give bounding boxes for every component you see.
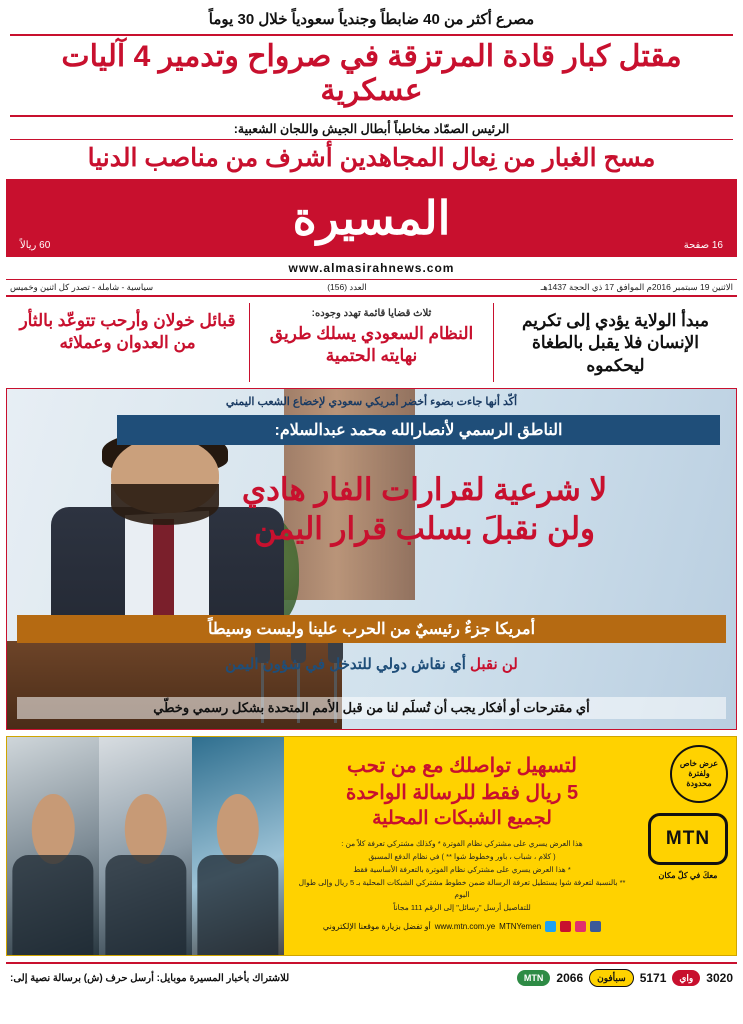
carrier-badge-y: واي (672, 970, 700, 986)
ad-photo (7, 737, 99, 955)
ad-fine-line: * هذا العرض يسري على مشتركي نظام الفوترة بالتعرفة الأساسية فقط (353, 864, 571, 874)
masthead-price: 60 ريالاً (20, 239, 51, 251)
ad-text-block (284, 737, 640, 955)
story-quote-line-1: لا شرعية لقرارات الفار هادي (241, 472, 608, 508)
top-kicker: مصرع أكثر من 40 ضابطاً وجندياً سعودياً خلال 30 يوماً (208, 11, 535, 28)
top-headline-block (0, 0, 743, 173)
footer-text: للاشتراك بأخبار المسيرة موبايل: أرسل حرف (ش) برسالة نصية إلى: (10, 972, 290, 984)
masthead (6, 179, 737, 257)
mtn-logo: MTN (648, 813, 728, 865)
ad-special-offer-badge: عرض خاص ولفترة محدودة (670, 745, 728, 803)
publication-type: سياسية - شاملة - تصدر كل اثنين وخميس (10, 281, 154, 292)
footer-number: 5171 (639, 971, 667, 986)
ad-email-note: أو تفضل بزيارة موقعنا الإلكتروني (322, 921, 431, 931)
ad-website[interactable]: www.mtn.com.ye (434, 921, 496, 931)
teaser-headline: مبدأ الولاية يؤدي إلى تكريم الإنسان فلا يقبل بالطغاة ليحكموه (521, 310, 709, 376)
ad-headline-2: 5 ريال فقط للرسالة الواحدة (345, 782, 579, 805)
secondary-headline: مسح الغبار من نِعال المجاهدين أشرف من مناصب الدنيا (87, 143, 656, 172)
footer-subscription-bar (6, 962, 737, 987)
issue-info-bar (6, 279, 737, 297)
story-blue-line (17, 655, 726, 673)
carrier-badge-mtn: MTN (517, 970, 551, 986)
masthead-pages: 16 صفحة (683, 239, 723, 251)
website-bar (6, 257, 737, 277)
logo-text: المسيرة (292, 191, 451, 244)
ad-social-handle: MTNYemen (499, 921, 542, 931)
issue-date: الاثنين 19 سبتمبر 2016م الموافق 17 ذي الحجة 1437هـ (540, 281, 733, 292)
story-amber-band: أمريكا جزءٌ رئيسيٌ من الحرب علينا وليست وسيطاً (17, 615, 726, 643)
twitter-icon[interactable] (545, 921, 556, 932)
youtube-icon[interactable] (560, 921, 571, 932)
secondary-kicker: الرئيس الصمّاد مخاطباً أبطال الجيش واللجان الشعبية: (233, 121, 510, 136)
ad-fine-line: هذا العرض يسري على مشتركي نظام الفوترة * وكذلك مشتركي تعرفة كلاً من : (341, 839, 583, 849)
advertisement[interactable] (6, 736, 737, 956)
newspaper-logo (292, 191, 451, 244)
ad-photo (99, 737, 191, 955)
story-quote (127, 471, 722, 549)
footer-numbers (517, 969, 733, 987)
instagram-icon[interactable] (575, 921, 586, 932)
issue-number: العدد (156) (327, 281, 367, 292)
website-url[interactable]: www.almasirahnews.com (288, 260, 455, 275)
main-headline: مقتل كبار قادة المرتزقة في صرواح وتدمير 4 آليات عسكرية (61, 39, 682, 107)
ad-social-row[interactable] (298, 921, 626, 932)
story-kicker: أكّد أنها جاءت بضوء أخضر أمريكي سعودي لإخضاع الشعب اليمني (225, 396, 518, 409)
footer-number: 3020 (706, 971, 733, 986)
ad-fine-line: للتفاصيل أرسل "رسائل" إلى الرقم 111 مجاناً (393, 903, 531, 913)
teaser-headline: قبائل خولان وأرحب تتوعّد بالثأر من العدوان وعملائه (19, 310, 236, 353)
teaser-column-2 (250, 303, 494, 383)
story-blue-line-highlight: لن نقبل (470, 656, 518, 674)
teaser-kicker: ثلاث قضايا قائمة تهدد وجوده: (311, 307, 432, 319)
divider-rule-thin (10, 139, 733, 140)
mtn-slogan: معكَ في كلّ مكان (658, 870, 718, 880)
main-story (6, 388, 737, 730)
carrier-badge-sabafon: سبأفون (589, 969, 634, 987)
story-dark-line: أي مقترحات أو أفكار يجب أن تُسلَم لنا من قبل الأمم المتحدة بشكل رسمي وخطّي (17, 697, 726, 719)
ad-headline-1: لتسهيل تواصلك مع من تحب (347, 755, 577, 778)
facebook-icon[interactable] (590, 921, 601, 932)
teaser-headline: النظام السعودي يسلك طريق نهايته الحتمية (269, 323, 474, 366)
story-quote-line-2: ولن نقبلَ بسلب قرار اليمن (253, 511, 596, 547)
ad-fine-print (298, 838, 626, 915)
ad-photo (192, 737, 284, 955)
teaser-column-1 (6, 303, 250, 383)
story-speaker-band: الناطق الرسمي لأنصارالله محمد عبدالسلام: (117, 415, 720, 445)
divider-rule (10, 115, 733, 117)
teaser-columns (6, 303, 737, 383)
story-blue-line-rest: أي نقاش دولي للتدخل في شؤون اليمن (225, 656, 466, 674)
ad-fine-line: ( كلام ، شباب ، باور وخطوط شوا ** ) في نظام الدفع المسبق (368, 852, 556, 862)
footer-number: 2066 (556, 971, 584, 986)
ad-fine-line: ** بالنسبة لتعرفة شوا يستطيل تعرفة الرسالة ضمن خطوط مشتركي الشبكات المحلية بـ 5 ريال وإلى طوال اليوم (298, 877, 626, 900)
teaser-column-3 (494, 303, 737, 383)
ad-headline-3: لجميع الشبكات المحلية (372, 808, 552, 830)
divider-rule (10, 34, 733, 36)
